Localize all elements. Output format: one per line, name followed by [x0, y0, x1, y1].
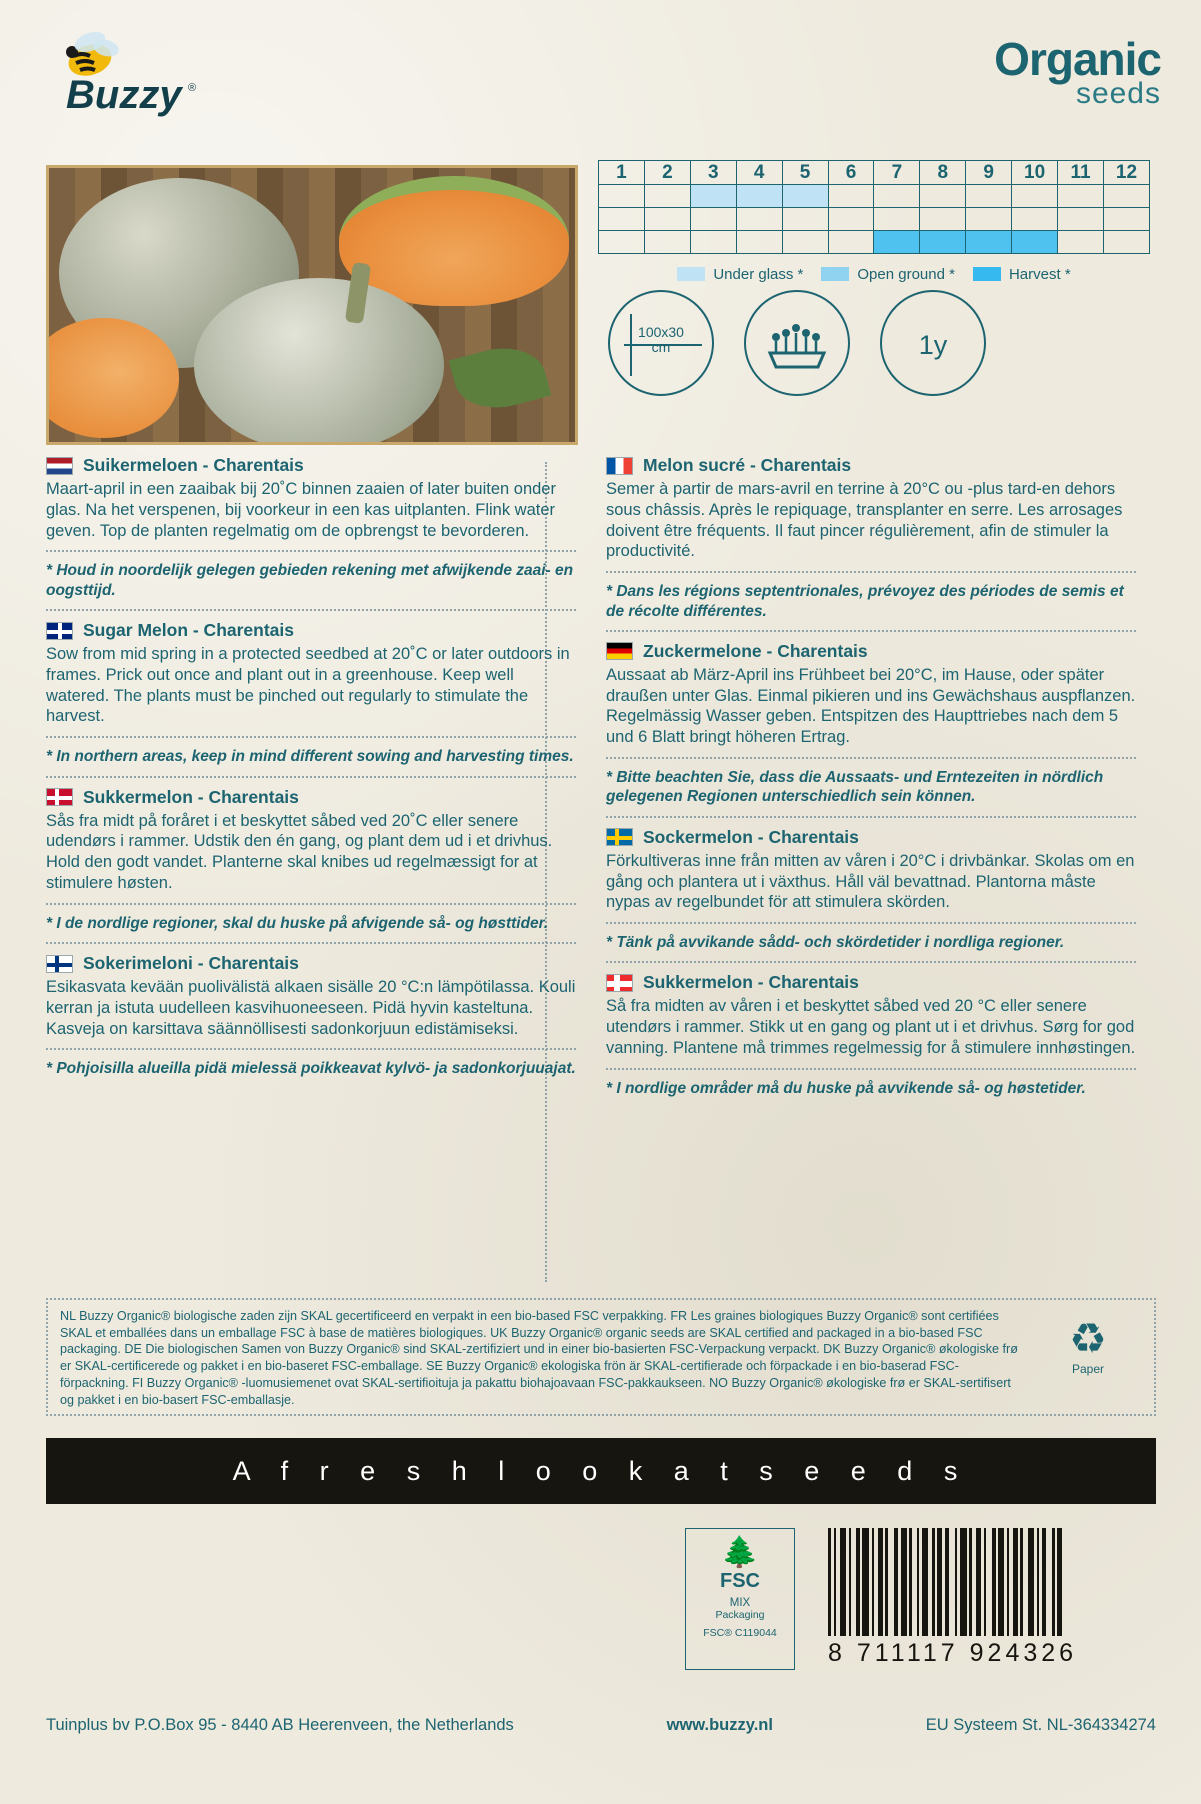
fsc-tree-icon: 🌲	[721, 1536, 759, 1569]
seeds-word: seeds	[1075, 77, 1161, 111]
body-no: Så fra midten av våren i et beskyttet såbed ved 20 °C eller senere utendørs i rammer. Stikk ut en gang og plant ut i et drivhus. Sørg for god vanning. Plantene må trimmes regelmessig for å stimulere innhøstingen.	[606, 997, 1136, 1058]
recycle-label: Paper	[1071, 1362, 1105, 1376]
title-uk: Sugar Melon - Charentais	[83, 620, 295, 641]
spacing-value: 100x30	[638, 324, 684, 340]
barcode-bars	[828, 1528, 1123, 1636]
note-se: * Tänk på avvikande sådd- och skördetider i nordliga regioner.	[606, 934, 1065, 952]
divider	[46, 550, 576, 552]
lifecycle-value: 1y	[918, 330, 948, 360]
calendar-row-under-glass	[599, 185, 1150, 208]
flag-no-icon	[606, 974, 633, 992]
language-block-de	[606, 641, 1136, 748]
organic-word: Organic	[994, 33, 1161, 85]
title-no: Sukkermelon - Charentais	[643, 972, 859, 993]
tagline-bar	[46, 1438, 1156, 1504]
divider	[46, 1048, 576, 1050]
flag-fi-icon	[46, 955, 73, 973]
language-block-nl	[46, 455, 576, 541]
certification-text: NL Buzzy Organic® biologische zaden zijn SKAL gecertificeerd en verpakt in een bio-based FSC verpakking. FR Les graines biologiques Buzzy Organic® sont certifiées SKAL et emballées dans un emballage FSC à base de matières biologiques. UK Buzzy Organic® organic seeds are SKAL certified and packaged in a bio-based FSC packaging. DE Die biologischen Samen von Buzzy Organic® sind SKAL-zertifiziert und in einer bio-basierten FSC-Verpackung verpackt. DK Buzzy Organic® økologiske frø er SKAL-certificerede og pakket i en bio-baseret FSC-emballage. SE Buzzy Organic® ekologiska frön är SKAL-certifierade och förpackade i en bio-baserad FSC-förpackning. FI Buzzy Organic® -luomusiemenet ovat SKAL-sertifioituja ja pakattu biohajoavaan FSC-pakkaukseen. NO Buzzy Organic® økologiske frø er SKAL-sertifisert og pakket i en bio-basert FSC-emballasje.	[60, 1309, 1018, 1407]
note-uk: * In northern areas, keep in mind different sowing and harvesting times.	[46, 748, 574, 766]
barcode	[828, 1528, 1123, 1668]
calendar-row-open-ground	[599, 208, 1150, 231]
divider	[606, 961, 1136, 963]
month-11: 11	[1058, 161, 1104, 185]
note-no: * I nordlige områder må du huske på avvikende så- og høstetider.	[606, 1079, 1086, 1097]
barcode-number: 8 711117 924326	[828, 1639, 1078, 1667]
language-block-se	[606, 827, 1136, 913]
divider	[46, 942, 576, 944]
right-column	[606, 455, 1136, 1098]
month-10: 10	[1012, 161, 1058, 185]
month-8: 8	[920, 161, 966, 185]
legend-swatch-harvest	[973, 267, 1001, 281]
legend-label-harvest: Harvest *	[1008, 266, 1071, 283]
calendar-row-harvest	[599, 231, 1150, 254]
divider	[46, 736, 576, 738]
language-block-fr	[606, 455, 1136, 562]
note-nl: * Houd in noordelijk gelegen gebieden rekening met afwijkende zaai- en oogsttijd.	[46, 562, 574, 599]
month-3: 3	[690, 161, 736, 185]
website-link[interactable]: www.buzzy.nl	[666, 1716, 773, 1734]
title-de: Zuckermelone - Charentais	[643, 640, 868, 661]
month-12: 12	[1103, 161, 1149, 185]
language-block-dk	[46, 787, 576, 894]
title-nl: Suikermeloen - Charentais	[83, 455, 304, 475]
month-9: 9	[966, 161, 1012, 185]
fsc-label	[685, 1528, 795, 1670]
flag-se-icon	[606, 828, 633, 846]
title-se: Sockermelon - Charentais	[643, 826, 859, 847]
spacing-icon	[608, 290, 714, 396]
month-2: 2	[644, 161, 690, 185]
calendar-legend	[598, 266, 1150, 283]
legend-harvest	[973, 266, 1071, 283]
language-block-uk	[46, 620, 576, 727]
svg-text:Buzzy: Buzzy	[66, 73, 182, 117]
tagline-text: A f r e s h l o o k a t s e e d s	[232, 1455, 970, 1486]
divider	[606, 1068, 1136, 1070]
recycle-icon: ♻	[1069, 1315, 1107, 1362]
legend-label-under-glass: Under glass *	[713, 266, 804, 283]
divider	[46, 903, 576, 905]
registered-mark: ®	[188, 82, 197, 94]
product-photo	[46, 165, 578, 445]
organic-seeds-wordmark	[994, 33, 1161, 111]
legend-open-ground	[821, 266, 955, 283]
flag-dk-icon	[46, 788, 73, 806]
title-fr: Melon sucré - Charentais	[643, 455, 852, 475]
flag-de-icon	[606, 642, 633, 660]
divider	[46, 609, 576, 611]
header	[0, 0, 1201, 140]
calendar-table	[598, 160, 1150, 254]
title-dk: Sukkermelon - Charentais	[83, 786, 299, 807]
title-fi: Sokerimeloni - Charentais	[83, 953, 299, 974]
divider	[606, 757, 1136, 759]
legend-swatch-under-glass	[677, 267, 705, 281]
legend-label-open-ground: Open ground *	[857, 266, 955, 283]
language-block-fi	[46, 953, 576, 1039]
divider	[606, 922, 1136, 924]
divider	[606, 571, 1136, 573]
recycle-badge	[1038, 1315, 1138, 1376]
fsc-mix: MIX	[729, 1597, 751, 1609]
flag-uk-icon	[46, 622, 73, 640]
flag-fr-icon	[606, 457, 633, 475]
divider	[46, 776, 576, 778]
month-4: 4	[736, 161, 782, 185]
fsc-name: FSC	[720, 1570, 760, 1592]
note-de: * Bitte beachten Sie, dass die Aussaats- und Erntezeiten in nördlich gelegenen Regionen unterschiedlich sein können.	[606, 769, 1104, 806]
bee-logo-icon	[38, 30, 238, 130]
greenhouse-icon	[744, 290, 850, 396]
spacing-unit: cm	[651, 339, 671, 356]
body-dk: Sås fra midt på foråret i et beskyttet såbed ved 20˚C eller senere udendørs i rammer. Udstik den én gang, og plant dem ud i et drivhus. Hold den godt vandet. Planterne skal knibes ud regelmæssigt for at stimulere høsten.	[46, 811, 553, 892]
month-7: 7	[874, 161, 920, 185]
fsc-code: FSC® C119044	[703, 1627, 777, 1639]
legend-swatch-open-ground	[821, 267, 849, 281]
note-fi: * Pohjoisilla alueilla pidä mielessä poikkeavat kylvö- ja sadonkorjuuajat.	[46, 1060, 576, 1078]
note-dk: * I de nordlige regioner, skal du huske på afvigende så- og høsttider.	[46, 914, 549, 932]
growing-icons	[598, 290, 1150, 400]
month-5: 5	[782, 161, 828, 185]
flag-nl-icon	[46, 457, 73, 475]
body-uk: Sow from mid spring in a protected seedbed at 20˚C or later outdoors in frames. Prick out once and plant out in a greenhouse. Keep well watered. The plants must be pinched out regularly to stimulate the harvest.	[46, 645, 570, 726]
buzzy-logo	[38, 30, 238, 130]
left-column	[46, 455, 576, 1079]
company-address: Tuinplus bv P.O.Box 95 - 8440 AB Heerenveen, the Netherlands	[46, 1716, 514, 1734]
divider	[606, 816, 1136, 818]
body-de: Aussaat ab März-April ins Frühbeet bei 20°C, im Hause, oder später draußen unter Glas. Einmal pikieren und ins Gewächshaus auspflanzen. Regelmässig Wasser geben. Entspitzen des Haupttriebes nach dem 5 und 6 Blatt bringt höheren Ertrag.	[606, 665, 1136, 747]
month-1: 1	[599, 161, 645, 185]
divider	[606, 630, 1136, 632]
body-fi: Esikasvata kevään puolivälistä alkaen sisälle 20 °C:n lämpötilassa. Kouli kerran ja istuta uudelleen kasvihuoneeseen. Pidä hyvin kasteltuna. Kasveja on karsittava säännöllisesti sadonkorjuun edistämiseksi.	[46, 978, 576, 1038]
body-se: Förkultiveras inne från mitten av våren i 20°C i drivbänkar. Skolas om en gång och plantera ut i växthus. Håll väl bevattnad. Plantorna måste nypas av regelbundet för att stimulera skörden.	[606, 851, 1135, 912]
body-nl: Maart-april in een zaaibak bij 20˚C binnen zaaien of later buiten onder glas. Na het verspenen, bij voorkeur in een kas uitplanten. Flink water geven. Top de planten regelmatig om de opbrengst te bevorderen.	[46, 480, 556, 540]
month-6: 6	[828, 161, 874, 185]
certification-box	[46, 1298, 1156, 1416]
footer	[46, 1716, 1156, 1735]
calendar-header-row	[599, 161, 1150, 185]
note-fr: * Dans les régions septentrionales, prévoyez des périodes de semis et de récolte différentes.	[606, 583, 1124, 620]
body-fr: Semer à partir de mars-avril en terrine à 20°C ou -plus tard-en dehors sous châssis. Après le repiquage, transplanter en serre. Les arrosages doivent être fréquents. Il faut pincer régulièrement, afin de stimuler la productivité.	[606, 480, 1123, 561]
legend-under-glass	[677, 266, 803, 283]
language-block-no	[606, 972, 1136, 1058]
eu-system-code: EU Systeem St. NL-364334274	[925, 1716, 1156, 1734]
lifecycle-icon	[880, 290, 986, 396]
fsc-packaging: Packaging	[715, 1609, 765, 1621]
seed-tray-icon	[762, 313, 832, 373]
sowing-calendar	[598, 160, 1150, 283]
